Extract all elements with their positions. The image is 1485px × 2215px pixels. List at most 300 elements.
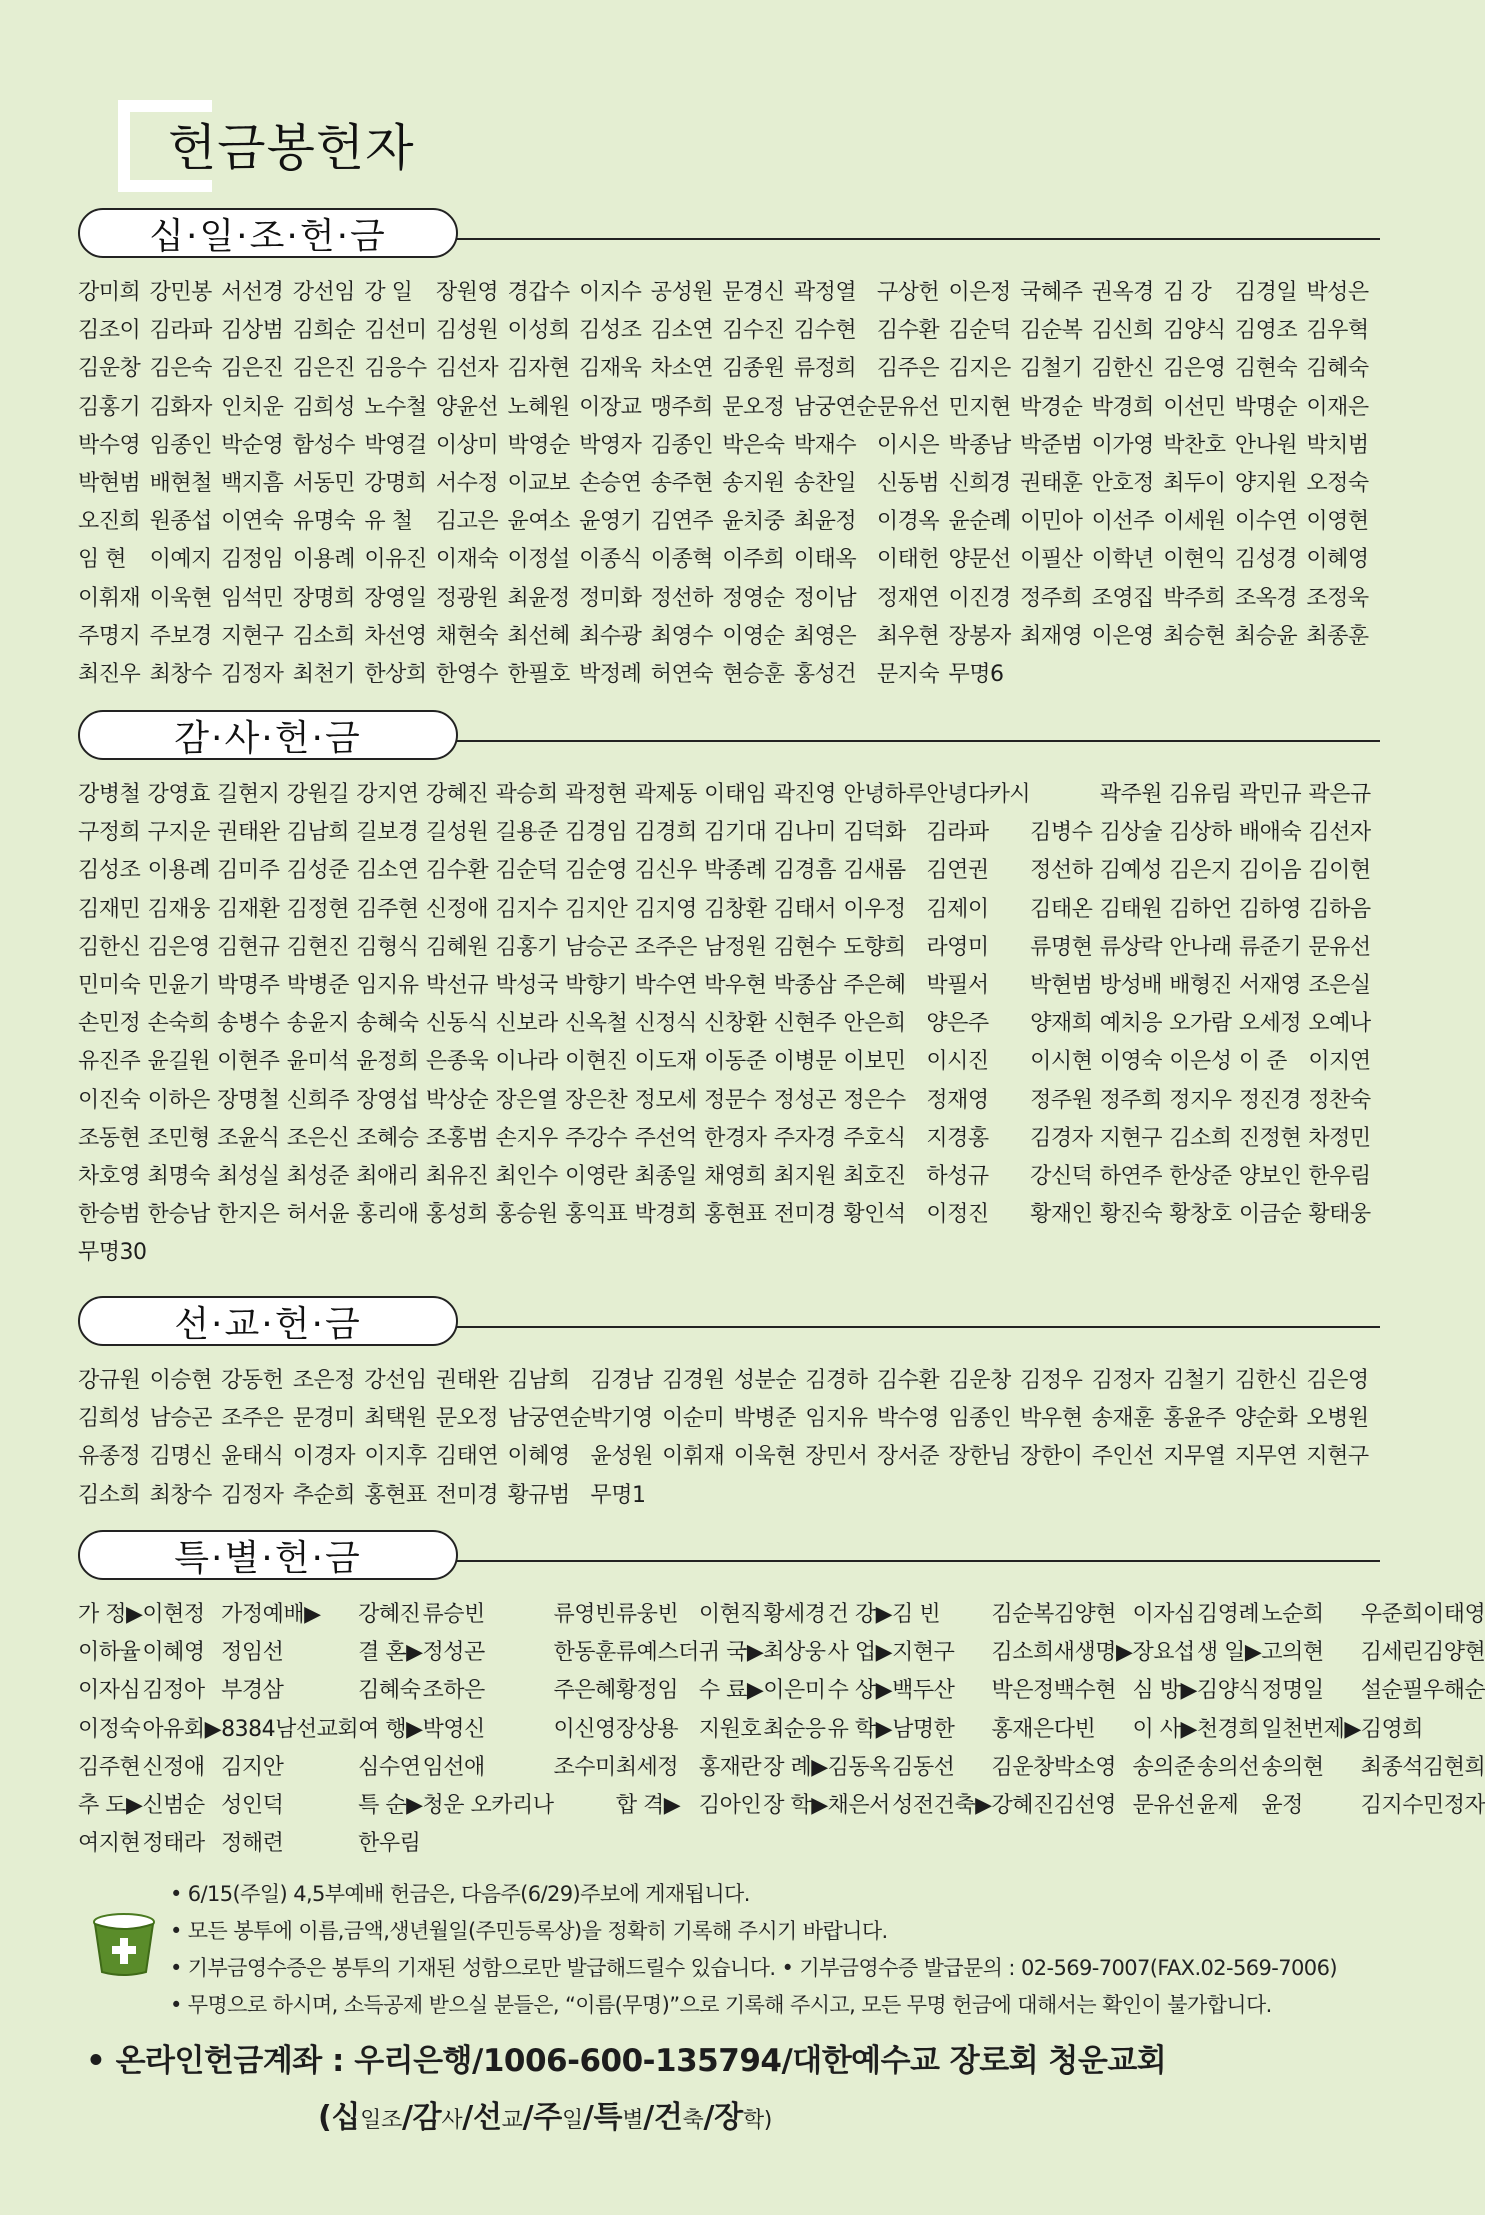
donor-name: 백수현 xyxy=(1053,1678,1117,1704)
donor-name: 주자경 xyxy=(773,1125,837,1151)
donor-name: 박경희 xyxy=(1091,394,1154,420)
legend-key: /감 xyxy=(402,2100,442,2135)
donor-name: 김태연 xyxy=(435,1444,499,1470)
donor-name: 권태훈 xyxy=(1020,470,1083,496)
donor-name: 조정욱 xyxy=(1306,585,1369,611)
donor-name: 청운 오카리나 xyxy=(422,1792,554,1818)
donor-name: 송병수 xyxy=(217,1011,280,1037)
donor-name: 안녕다카시 xyxy=(926,782,1031,807)
donor-name: 지현구 xyxy=(221,623,284,649)
donor-name: 박병준 xyxy=(733,1406,796,1432)
donor-name: 박영순 xyxy=(507,432,570,458)
donor-name: 조옥경 xyxy=(1234,585,1298,611)
donor-name: 김소연 xyxy=(356,858,419,884)
donor-name: 지무연 xyxy=(1234,1444,1298,1470)
donor-name: 김우혁 xyxy=(1306,318,1369,344)
donor-name: 한동훈 xyxy=(553,1640,616,1666)
donor-name: 김영조 xyxy=(1234,318,1298,344)
donor-name: 이용례 xyxy=(147,858,210,884)
donor-name: 오세정 xyxy=(1238,1011,1302,1037)
donor-name: 김한신 xyxy=(1091,356,1154,382)
donor-name: 새생명▶ xyxy=(1053,1640,1133,1666)
donor-name: 박경희 xyxy=(634,1202,697,1228)
donor-name: 추순희 xyxy=(292,1482,356,1508)
donor-name: 김제이 xyxy=(926,896,989,922)
donor-name: 김철기 xyxy=(1020,356,1083,382)
donor-name: 장한님 xyxy=(948,1444,1011,1470)
donor-name: 송의현 xyxy=(1261,1754,1324,1780)
donor-name: 하성규 xyxy=(926,1163,989,1189)
donor-name: 임지유 xyxy=(805,1406,868,1432)
donor-name: 이선주 xyxy=(1091,509,1154,535)
donor-name: 이연숙 xyxy=(221,509,284,535)
donor-name: 김혜숙 xyxy=(358,1678,421,1704)
donor-name: 문유선 xyxy=(1132,1792,1195,1818)
donor-name: 유명숙 xyxy=(292,509,356,535)
donor-name: 이금순 xyxy=(1238,1202,1302,1228)
donor-name: 김정임 xyxy=(221,547,284,573)
donor-name: 한영수 xyxy=(435,661,499,687)
donor-name: 김양현 xyxy=(1423,1640,1485,1666)
donor-name: 정은수 xyxy=(843,1087,906,1113)
donor-name: 지무열 xyxy=(1163,1444,1226,1470)
donor-name: 김수진 xyxy=(722,318,785,344)
donor-name: 송윤지 xyxy=(286,1011,349,1037)
donor-name: 김희성 xyxy=(78,1406,141,1432)
donor-name: 김조이 xyxy=(78,318,141,344)
donor-name: 한경자 xyxy=(704,1125,767,1151)
donor-name: 구상헌 xyxy=(876,280,940,305)
donor-name: 일천번제▶ xyxy=(1261,1716,1361,1742)
donor-name: 채은서 xyxy=(827,1792,890,1818)
donor-name: 김운창 xyxy=(991,1754,1054,1780)
donor-name: 구지운 xyxy=(147,820,210,846)
donor-name: 이정진 xyxy=(926,1202,989,1228)
donor-name: 김정우 xyxy=(1020,1368,1083,1393)
donor-name: 강영효 xyxy=(147,782,210,807)
donor-name: 이혜영 xyxy=(1306,547,1369,573)
donor-name: 장한이 xyxy=(1020,1444,1083,1470)
donor-name: 곽승희 xyxy=(495,782,558,807)
donor-name: 우해순 xyxy=(1423,1678,1485,1704)
donor-name: 다빈 xyxy=(1053,1716,1096,1742)
donor-name: 차소연 xyxy=(650,356,713,382)
legend-rest: 일 xyxy=(561,2108,583,2133)
donor-name: 김하음 xyxy=(1308,896,1371,922)
donor-name: 지현구 xyxy=(1306,1444,1369,1470)
donor-name: 김주현 xyxy=(78,1754,141,1780)
donor-name: 박종남 xyxy=(948,432,1011,458)
donor-name: 이하은 xyxy=(147,1087,210,1113)
donor-name: 김수환 xyxy=(425,858,489,884)
donor-name: 신희주 xyxy=(286,1087,349,1113)
donor-name: 김양식 xyxy=(1163,318,1226,344)
donor-name: 설순필 xyxy=(1360,1678,1424,1704)
donor-name: 차선영 xyxy=(364,623,427,649)
donor-name: 강혜진 xyxy=(425,782,489,807)
donor-name: 박명순 xyxy=(1234,394,1298,420)
donor-name: 부경삼 xyxy=(221,1678,284,1704)
donor-name: 이학년 xyxy=(1091,547,1154,573)
donor-name: 무명1 xyxy=(590,1482,646,1508)
donor-name: 장민서 xyxy=(805,1444,868,1470)
donor-name: 김나미 xyxy=(773,820,837,846)
donor-name: 김병수 xyxy=(1030,820,1093,846)
donor-name: 김재웅 xyxy=(147,896,210,922)
donor-name: 이영순 xyxy=(722,623,785,649)
donor-name: 이정숙 xyxy=(78,1716,141,1742)
donor-name: 우준희 xyxy=(1360,1602,1424,1627)
legend-key: (십 xyxy=(318,2100,361,2135)
donor-name: 이신영 xyxy=(553,1716,616,1742)
donor-name: 이선민 xyxy=(1163,394,1226,420)
donor-name: 홍성건 xyxy=(793,661,857,687)
donor-name: 남궁연순 xyxy=(507,1406,591,1432)
donor-name: 김정자 xyxy=(1091,1368,1154,1393)
donor-name: 홍윤주 xyxy=(1163,1406,1226,1432)
donor-name: 정미화 xyxy=(579,585,642,611)
donor-name: 최상웅 xyxy=(763,1640,826,1666)
donor-name: 윤순례 xyxy=(948,509,1011,535)
donor-name: 임종인 xyxy=(948,1406,1011,1432)
donor-name: 김주현 xyxy=(356,896,419,922)
donor-name: 김수환 xyxy=(876,318,940,344)
donor-name: 신범순 xyxy=(142,1792,205,1818)
donor-name: 황세경 xyxy=(763,1602,826,1627)
donor-name: 강혜진 xyxy=(991,1792,1054,1818)
donor-name: 특 순▶ xyxy=(358,1792,423,1818)
donor-name: 윤제 xyxy=(1196,1792,1239,1818)
donor-name: 임선애 xyxy=(422,1754,485,1780)
donor-name: 한상희 xyxy=(364,661,427,687)
donor-name: 김한신 xyxy=(1234,1368,1298,1393)
donor-name: 백지흠 xyxy=(221,470,284,496)
donor-name: 정문수 xyxy=(704,1087,767,1113)
donor-name: 김경남 xyxy=(590,1368,653,1393)
legend-rest: 학) xyxy=(742,2108,773,2133)
donor-name: 이세원 xyxy=(1163,509,1226,535)
donor-name: 이재은 xyxy=(1306,394,1369,420)
donor-name: 황진숙 xyxy=(1099,1202,1162,1228)
donor-name: 최윤정 xyxy=(793,509,857,535)
donor-name: 이상미 xyxy=(435,432,499,458)
donor-name: 이영숙 xyxy=(1099,1049,1162,1075)
donor-name: 김예성 xyxy=(1099,858,1162,884)
donor-name: 허연숙 xyxy=(650,661,713,687)
donor-name: 신옥철 xyxy=(565,1011,628,1037)
donor-name: 민정자 xyxy=(1423,1792,1485,1818)
donor-name: 김순영 xyxy=(565,858,628,884)
section-mission xyxy=(78,1296,1378,1515)
donor-name: 장은찬 xyxy=(565,1087,628,1113)
donor-name: 하연주 xyxy=(1099,1163,1162,1189)
donor-name: 김현진 xyxy=(286,934,349,960)
donor-name: 김하언 xyxy=(1169,896,1232,922)
donor-name: 조은신 xyxy=(286,1125,349,1151)
donor-name: 전미경 xyxy=(773,1202,837,1228)
donor-name: 송주현 xyxy=(650,470,713,496)
donor-name: 김지수 xyxy=(495,896,558,922)
donor-name: 이휘재 xyxy=(662,1444,725,1470)
donor-name: 이시진 xyxy=(926,1049,989,1075)
donor-name: 강선임 xyxy=(364,1368,427,1393)
legend-key: /선 xyxy=(462,2100,502,2135)
donor-name: 박종삼 xyxy=(773,972,837,998)
donor-name: 곽은규 xyxy=(1308,782,1371,807)
donor-name: 최수광 xyxy=(579,623,642,649)
donor-name: 김운창 xyxy=(78,356,141,382)
donor-name: 이장교 xyxy=(579,394,642,420)
donor-name: 윤여소 xyxy=(507,509,570,535)
donor-name: 장봉자 xyxy=(948,623,1011,649)
donor-name: 이진경 xyxy=(948,585,1011,611)
donor-name: 한지은 xyxy=(217,1202,280,1228)
donor-name: 노혜원 xyxy=(507,394,570,420)
donor-name: 김정자 xyxy=(221,661,284,687)
donor-name: 신정식 xyxy=(634,1011,697,1037)
donor-name: 김은영 xyxy=(1163,356,1226,382)
donor-name: 김은영 xyxy=(1306,1368,1369,1393)
name-list xyxy=(78,1362,1378,1515)
donor-name: 조영집 xyxy=(1091,585,1154,611)
donor-name: 김이음 xyxy=(1238,858,1302,884)
donor-name: 이지수 xyxy=(579,280,642,305)
donor-name: 이혜영 xyxy=(142,1640,205,1666)
donor-name: 김종인 xyxy=(650,432,713,458)
donor-name: 김혜원 xyxy=(425,934,489,960)
donor-name: 김유림 xyxy=(1169,782,1232,807)
donor-name: 김신우 xyxy=(634,858,697,884)
donor-name: 조윤식 xyxy=(217,1125,280,1151)
donor-name: 최성준 xyxy=(286,1163,349,1189)
donor-name: 지원호 xyxy=(698,1716,762,1742)
section-pill xyxy=(78,1296,458,1346)
donor-name: 주은혜 xyxy=(553,1678,616,1704)
donor-name: 신현주 xyxy=(773,1011,837,1037)
donor-name: 김희순 xyxy=(292,318,356,344)
donor-name: 이욱현 xyxy=(149,585,212,611)
donor-name: 최재영 xyxy=(1020,623,1083,649)
donor-name: 박치범 xyxy=(1306,432,1369,458)
donor-name: 김정아 xyxy=(142,1678,205,1704)
donor-name: 김하영 xyxy=(1238,896,1302,922)
donor-name: 최종석 xyxy=(1360,1754,1424,1780)
donor-name: 김창환 xyxy=(704,896,767,922)
donor-name: 김재민 xyxy=(78,896,141,922)
donor-name: 이병문 xyxy=(773,1049,837,1075)
donor-name: 정성곤 xyxy=(773,1087,837,1113)
donor-name: 이시현 xyxy=(1030,1049,1093,1075)
donor-name: 최창수 xyxy=(149,661,212,687)
notice-list xyxy=(170,1876,1400,2024)
donor-name: 맹주희 xyxy=(650,394,713,420)
donor-name: 김경자 xyxy=(1030,1125,1093,1151)
donor-name: 박선규 xyxy=(425,972,489,998)
donor-name: 이 준 xyxy=(1238,1049,1287,1075)
donor-name: 강규원 xyxy=(78,1368,141,1393)
donor-name: 백두산 xyxy=(892,1678,955,1704)
section-heading: 특·별·헌·금 xyxy=(174,1537,362,1579)
donor-name: 정진경 xyxy=(1238,1087,1302,1113)
donor-name: 주강수 xyxy=(565,1125,628,1151)
donor-name: 신창환 xyxy=(704,1011,767,1037)
donor-name: 정모세 xyxy=(634,1087,697,1113)
notice-item: • 무명으로 하시며, 소득공제 받으실 분들은, “이름(무명)”으로 기록해 주시고, 모든 무명 헌금에 대해서는 확인이 불가합니다. xyxy=(170,1993,1272,2017)
donor-name: 안나래 xyxy=(1169,934,1232,960)
donor-name: 김남희 xyxy=(286,820,349,846)
donor-name: 김순복 xyxy=(991,1602,1054,1627)
donor-name: 김신희 xyxy=(1091,318,1154,344)
donor-name: 손승연 xyxy=(579,470,642,496)
name-list xyxy=(78,274,1378,694)
donor-name: 곽정열 xyxy=(793,280,857,305)
donor-name: 최유진 xyxy=(425,1163,489,1189)
donor-name: 김양식 xyxy=(1196,1678,1260,1704)
donor-name: 이수연 xyxy=(1234,509,1298,535)
donor-name: 최선혜 xyxy=(507,623,570,649)
donor-name: 강혜진 xyxy=(358,1602,421,1627)
donor-name: 박기영 xyxy=(590,1406,653,1432)
donor-name: 이종혁 xyxy=(650,547,713,573)
donor-name: 김연권 xyxy=(926,858,989,884)
donor-name: 박은숙 xyxy=(722,432,785,458)
donor-name: 황인석 xyxy=(843,1202,906,1228)
donor-name: 김철기 xyxy=(1163,1368,1226,1393)
donor-name: 박정례 xyxy=(579,661,642,687)
donor-name: 황재인 xyxy=(1030,1202,1093,1228)
donor-name: 김이현 xyxy=(1308,858,1371,884)
donor-name: 문오정 xyxy=(435,1406,499,1432)
donor-name: 강선임 xyxy=(292,280,356,305)
donor-name: 남승곤 xyxy=(149,1406,212,1432)
donor-name: 이현진 xyxy=(565,1049,628,1075)
donor-name: 김동옥 xyxy=(827,1754,890,1780)
donor-name: 정지우 xyxy=(1169,1087,1232,1113)
section-pill xyxy=(78,1530,458,1580)
donor-name: 강지연 xyxy=(356,782,419,807)
donor-name: 박필서 xyxy=(926,972,989,998)
donor-name: 채영희 xyxy=(704,1163,767,1189)
donor-name: 김소희 xyxy=(991,1640,1054,1666)
donor-name: 이은정 xyxy=(948,280,1011,305)
donor-name: 이우정 xyxy=(843,896,906,922)
donor-name: 유진주 xyxy=(78,1049,141,1075)
donor-name: 홍현표 xyxy=(364,1482,427,1508)
legend-key: /특 xyxy=(582,2100,623,2135)
donor-name: 고의현 xyxy=(1261,1640,1324,1666)
donor-name: 지현구 xyxy=(892,1640,955,1666)
donor-name: 장영일 xyxy=(364,585,427,611)
donor-name: 여 행▶ xyxy=(358,1716,423,1742)
donor-name: 남명한 xyxy=(892,1716,955,1742)
donor-name: 가 정▶ xyxy=(78,1602,143,1627)
section-heading: 감·사·헌·금 xyxy=(174,717,362,759)
donor-name: 이정설 xyxy=(507,547,570,573)
donor-name: 서선경 xyxy=(221,280,284,305)
donor-name: 김형식 xyxy=(356,934,419,960)
donor-name: 김라파 xyxy=(149,318,212,344)
donor-name: 민윤기 xyxy=(147,972,210,998)
donor-name: 한상준 xyxy=(1169,1163,1232,1189)
donor-name: 도향희 xyxy=(843,934,906,960)
donor-name: 김은숙 xyxy=(149,356,212,382)
donor-name: 윤정 xyxy=(1261,1792,1303,1818)
donor-name: 구정희 xyxy=(78,820,141,846)
section-header xyxy=(78,208,1378,262)
donor-name: 강민봉 xyxy=(149,280,212,305)
donor-name: 김지수 xyxy=(1360,1792,1424,1818)
donor-name: 황규범 xyxy=(507,1482,570,1508)
donor-name: 김화자 xyxy=(149,394,212,420)
donor-name: 윤길원 xyxy=(147,1049,210,1075)
donor-name: 강동헌 xyxy=(221,1368,284,1393)
donor-name: 함성수 xyxy=(292,432,356,458)
section-special xyxy=(78,1530,1485,1863)
donor-name: 김지영 xyxy=(634,896,697,922)
donor-name: 안호정 xyxy=(1091,470,1154,496)
donor-name: 김경임 xyxy=(565,820,628,846)
donor-name: 수 료▶ xyxy=(698,1678,764,1704)
donor-name: 신보라 xyxy=(495,1011,558,1037)
donor-name: 문경미 xyxy=(292,1406,356,1432)
donor-name: 이휘재 xyxy=(78,585,141,611)
donor-name: 홍성희 xyxy=(425,1202,489,1228)
donor-name: 박성국 xyxy=(495,972,558,998)
donor-name: 최천기 xyxy=(292,661,356,687)
donor-name: 강 일 xyxy=(364,280,413,305)
donor-name: 추 도▶ xyxy=(78,1792,143,1818)
donor-name: 장명철 xyxy=(217,1087,280,1113)
donor-name: 박상순 xyxy=(425,1087,489,1113)
donor-name: 황태웅 xyxy=(1308,1202,1371,1228)
donor-name: 이지연 xyxy=(1308,1049,1371,1075)
donor-name: 류영빈 xyxy=(553,1602,616,1627)
donor-name: 김성조 xyxy=(579,318,642,344)
donor-name: 장영섭 xyxy=(356,1087,419,1113)
donor-name: 양순화 xyxy=(1234,1406,1298,1432)
donor-name: 심 방▶ xyxy=(1132,1678,1197,1704)
donor-name: 무명6 xyxy=(948,661,1004,687)
donor-name: 윤미석 xyxy=(286,1049,349,1075)
donor-name: 최두이 xyxy=(1163,470,1226,496)
donor-name: 최창수 xyxy=(149,1482,212,1508)
donor-name: 주인선 xyxy=(1091,1444,1154,1470)
legend-rest: 교 xyxy=(501,2108,523,2133)
donor-name: 김미주 xyxy=(217,858,280,884)
donor-name: 현승훈 xyxy=(722,661,785,687)
donor-name: 박재수 xyxy=(793,432,857,458)
section-heading: 선·교·헌·금 xyxy=(174,1303,362,1345)
donor-name: 한승남 xyxy=(147,1202,210,1228)
donor-name: 김기대 xyxy=(704,820,767,846)
donor-name: 성분순 xyxy=(733,1368,796,1393)
donor-name: 장상용 xyxy=(615,1716,679,1742)
donor-name: 유 철 xyxy=(364,509,413,535)
donor-name: 이영란 xyxy=(565,1163,628,1189)
donor-name: 진정현 xyxy=(1238,1125,1302,1151)
donor-name: 김수환 xyxy=(876,1368,940,1393)
donor-name: 이시은 xyxy=(876,432,940,458)
donor-name: 신정애 xyxy=(142,1754,205,1780)
donor-name: 최윤정 xyxy=(507,585,570,611)
section-tithe xyxy=(78,208,1378,694)
donor-name: 이태옥 xyxy=(793,547,857,573)
donor-name: 송찬일 xyxy=(793,470,857,496)
donor-name: 김홍기 xyxy=(495,934,558,960)
donor-name: 박준범 xyxy=(1020,432,1083,458)
notice-item: • 기부금영수증은 봉투의 기재된 성함으로만 발급해드릴수 있습니다. • 기부금영수증 발급문의 : 02-569-7007(FAX.02-569-7006) xyxy=(170,1956,1337,1980)
donor-name: 강명희 xyxy=(364,470,427,496)
